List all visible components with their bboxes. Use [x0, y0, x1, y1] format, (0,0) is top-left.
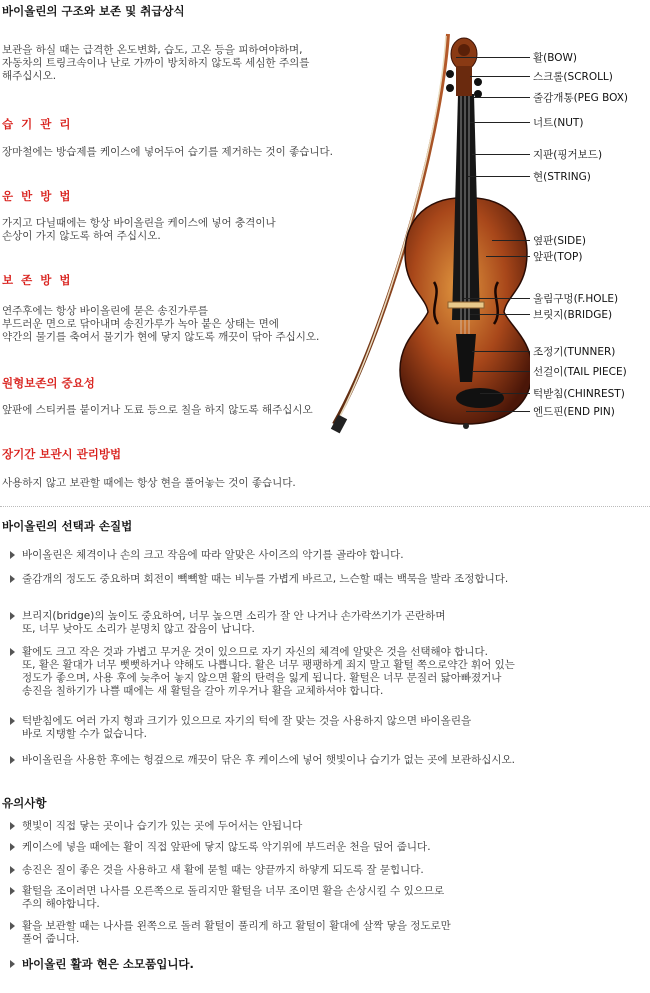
label-string: 현(STRING): [533, 171, 591, 183]
selection-item: 바이올린을 사용한 후에는 헝겊으로 깨끗이 닦은 후 케이스에 넣어 햇빛이나 습기가 없는 곳에 보관하십시오.: [10, 754, 650, 767]
arrow-bullet-icon: [10, 612, 15, 620]
arrow-bullet-icon: [10, 960, 15, 968]
label-bridge: 브릿지(BRIDGE): [533, 309, 613, 321]
long-term-heading: 장기간 보관시 관리방법: [2, 447, 122, 461]
selection-item: 바이올린은 체격이나 손의 크고 작음에 따라 알맞은 사이즈의 악기를 골라야 합니다.: [10, 549, 650, 562]
arrow-bullet-icon: [10, 822, 15, 830]
transport-heading: 운 반 방 법: [2, 189, 73, 203]
note-item: 햇빛이 직접 닿는 곳이나 습기가 있는 곳에 두어서는 안됩니다: [10, 820, 650, 833]
selection-item: 턱받침에도 여러 가지 형과 크기가 있으므로 자기의 턱에 잘 맞는 것을 사용하지 않으면 바이올린을 바로 지탱할 수가 없습니다.: [10, 715, 650, 741]
notes-title: 유의사항: [2, 796, 47, 810]
label-fhole: 울림구멍(F.HOLE): [533, 293, 619, 305]
arrow-bullet-icon: [10, 866, 15, 874]
arrow-bullet-icon: [10, 575, 15, 583]
leader-chinrest: [480, 393, 530, 394]
care-intro: 보관을 하실 때는 급격한 온도변화, 습도, 고온 등을 피하여야하며, 자동차의 트링크속이나 난로 가까이 방치하지 않도록 세심한 주의를 해주십시오.: [2, 44, 310, 82]
leader-side: [492, 240, 530, 241]
leader-bow: [456, 57, 530, 58]
storage-heading: 보 존 방 법: [2, 273, 73, 287]
arrow-bullet-icon: [10, 756, 15, 764]
arrow-bullet-icon: [10, 843, 15, 851]
label-side: 옆판(SIDE): [533, 235, 586, 247]
divider: [0, 506, 650, 507]
note-item: 케이스에 넣을 때에는 활이 직접 앞판에 닿지 않도록 악기위에 부드러운 천을 덮어 줍니다.: [10, 841, 650, 854]
leader-fhole: [464, 298, 530, 299]
humidity-text: 장마철에는 방습제를 케이스에 넣어두어 습기를 제거하는 것이 좋습니다.: [2, 146, 333, 158]
leader-tuner: [472, 351, 530, 352]
leader-fingerboard: [472, 154, 530, 155]
selection-item: 줄감개의 정도도 중요하며 회전이 빽빽할 때는 비누를 가볍게 바르고, 느슨할 때는 백묵을 발라 조정합니다.: [10, 573, 650, 586]
humidity-heading: 습 기 관 리: [2, 117, 73, 131]
storage-text: 연주후에는 항상 바이올린에 묻은 송진가루를 부드러운 면으로 닦아내며 송진가루가 녹아 붙은 상태는 면에 약간의 물기를 축여서 물기가 현에 닿지 않도록 깨끗이 닦아 주십시오.: [2, 305, 320, 343]
arrow-bullet-icon: [10, 648, 15, 656]
preservation-text: 앞판에 스티커를 붙이거나 도료 등으로 칠을 하지 않도록 해주십시오: [2, 404, 313, 416]
note-item: 활털을 조이려면 나사를 오른쪽으로 돌리지만 활털을 너무 조이면 활을 손상시킬 수 있으므로 주의 해야합니다.: [10, 885, 650, 911]
label-endpin: 엔드핀(END PIN): [533, 406, 615, 418]
leader-tailpiece: [472, 371, 530, 372]
label-pegbox: 줄감개통(PEG BOX): [533, 92, 629, 104]
leader-pegbox: [474, 97, 530, 98]
leader-nut: [470, 122, 530, 123]
label-fingerboard: 지판(핑거보드): [533, 149, 603, 161]
transport-text: 가지고 다닐때에는 항상 바이올린을 케이스에 넣어 충격이나 손상이 가지 않도록 하여 주십시오.: [2, 217, 276, 242]
preservation-heading: 원형보존의 중요성: [2, 376, 95, 390]
label-tuner: 조정기(TUNNER): [533, 346, 616, 358]
selection-item: 브리지(bridge)의 높이도 중요하여, 너무 높으면 소리가 잘 안 나거나 손가락쓰기가 곤란하며 또, 너무 낮아도 소리가 분명치 않고 잡음이 납니다.: [10, 610, 650, 636]
leader-top: [486, 256, 530, 257]
leader-endpin: [466, 411, 530, 412]
label-chinrest: 턱받침(CHINREST): [533, 388, 625, 400]
selection-title: 바이올린의 선택과 손질법: [2, 519, 133, 533]
label-scroll: 스크롤(SCROLL): [533, 71, 613, 83]
selection-item: 활에도 크고 작은 것과 가볍고 무거운 것이 있으므로 자기 자신의 체격에 알맞은 것을 선택해야 합니다. 또, 활은 활대가 너무 뻣뻣하거나 약해도 나쁩니다. 활은 너무 팽팽하게 죄지 말고 활털 쪽으로약간 휘어 있는 정도가 좋으며, 사용 후에 늦추어 놓지 않으면 활의 탄력을 잃게 됩니다. 활털은 너무 문질러 닳아빠졌거나 송진을 칠하기가 나쁠 때에는 새 활털을 갈아 끼우거나 활을 교체하셔야 합니다.: [10, 646, 650, 698]
note-item: 활을 보관할 때는 나사를 왼쪽으로 돌려 활털이 풀리게 하고 활털이 활대에 살짝 닿을 정도로만 풀어 줍니다.: [10, 920, 650, 946]
arrow-bullet-icon: [10, 717, 15, 725]
leader-string: [468, 176, 530, 177]
label-tailpiece: 선걸이(TAIL PIECE): [533, 366, 627, 378]
leader-bridge: [470, 314, 530, 315]
label-bow: 활(BOW): [533, 52, 578, 64]
arrow-bullet-icon: [10, 922, 15, 930]
long-term-text: 사용하지 않고 보관할 때에는 항상 현을 풀어놓는 것이 좋습니다.: [2, 477, 296, 489]
label-top: 앞판(TOP): [533, 251, 583, 263]
care-title: 바이올린의 구조와 보존 및 취급상식: [2, 4, 185, 18]
leader-scroll: [470, 76, 530, 77]
note-item-consumables: 바이올린 활과 현은 소모품입니다.: [10, 958, 650, 971]
note-item: 송진은 질이 좋은 것을 사용하고 새 활에 묻힐 때는 양끝까지 하얗게 되도록 잘 묻힙니다.: [10, 864, 650, 877]
arrow-bullet-icon: [10, 551, 15, 559]
label-nut: 너트(NUT): [533, 117, 584, 129]
arrow-bullet-icon: [10, 887, 15, 895]
